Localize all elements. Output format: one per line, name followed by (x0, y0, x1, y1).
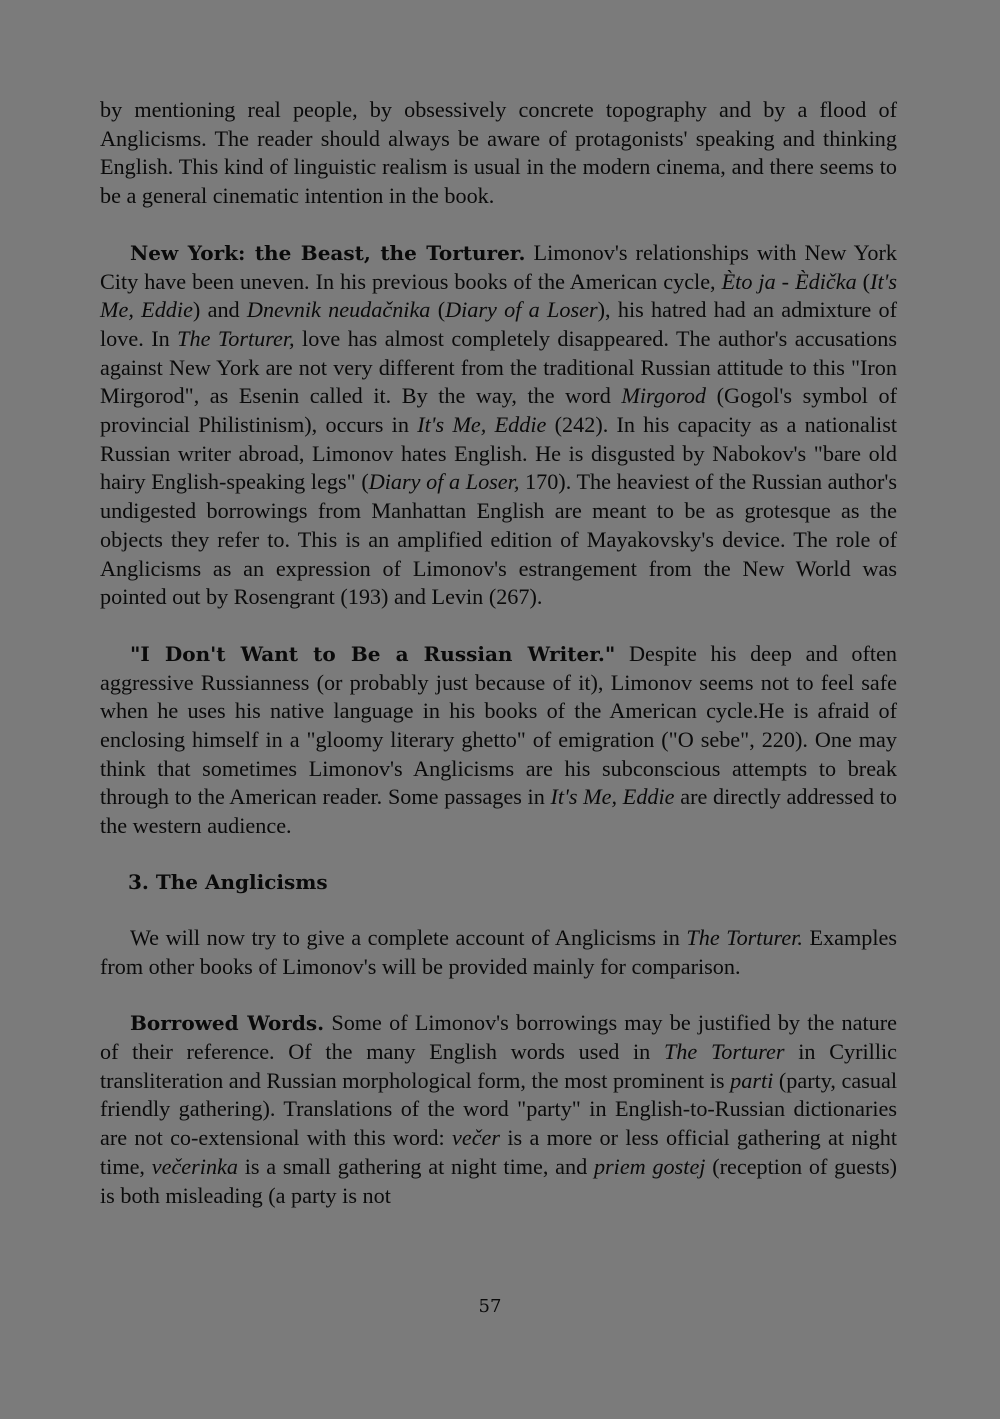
italic-title: Dnevnik neudačnika (246, 297, 431, 323)
italic-title: The Torturer (663, 1038, 785, 1064)
text-run: (reception of guests) is both misleading (a party is not (100, 1153, 898, 1208)
paragraph-continuation (100, 96, 897, 211)
italic-title: It's Me, Eddie (417, 412, 547, 438)
text-run: is a more or less official gathering at night time, (100, 1125, 897, 1179)
paragraph-russian-writer (100, 640, 897, 841)
paragraph-new-york (100, 239, 897, 612)
text-run: are directly addressed to the western audience. (100, 784, 897, 839)
text-run: ) and (192, 297, 247, 323)
text-run: Some of Limonov's borrowings may be justified by the nature of their reference. Of the many English words used in (100, 1010, 897, 1064)
italic-title: Diary of a Loser, (368, 469, 520, 495)
page-number: 57 (478, 1296, 502, 1317)
text-run: ), his hatred had an admixture of love. In (100, 297, 898, 351)
text-run: (242). In his capacity as a nationalist Russian writer abroad, Limonov hates English. He is disgusted by Nabokov's "bare old hairy English-speaking legs" ( (100, 412, 898, 495)
italic-term: Mirgorod (621, 383, 707, 409)
italic-title: The Torturer, (177, 325, 295, 351)
italic-title: The Torturer. (686, 924, 803, 950)
run-in-heading: "I Don't Want to Be a Russian Writer." (130, 641, 616, 666)
text-run: 170). The heaviest of the Russian author's undigested borrowings from Manhattan English are meant to be as grotesque as the objects they refer to. This is an amplified edition of Mayakovsky's device. The role of Anglicisms as an expression of Limonov's estrangement from the New World was pointed out by Rosengrant (193) and Levin (267). (100, 469, 897, 610)
italic-term: večer (452, 1125, 501, 1151)
text-run: Limonov's relationships with New York City have been uneven. In his previous books of the American cycle, (100, 239, 898, 294)
text-run: (Gogol's symbol of provincial Philistinism), occurs in (100, 383, 898, 438)
paragraph-intro (100, 924, 897, 981)
page-body (100, 96, 897, 1210)
text-run: love has almost completely disappeared. The author's accusations against New York are not very different from the traditional Russian attitude to this "Iron Mirgorod", as Esenin called it. By the way, the word (100, 325, 898, 409)
italic-title: It's Me, Eddie (100, 268, 897, 323)
italic-title: Diary of a Loser (445, 297, 598, 323)
run-in-heading: New York: the Beast, the Torturer. (130, 240, 526, 265)
italic-term: večerinka (151, 1153, 238, 1179)
italic-term: priem gostej (593, 1153, 706, 1179)
text-run: ( (856, 268, 871, 294)
paragraph-borrowed-words (100, 1009, 897, 1210)
text-run: ( (430, 297, 446, 323)
italic-title: Èto ja - Èdička (721, 268, 857, 294)
text-run: Despite his deep and often aggressive Russianness (or probably just because of it), Limonov seems not to feel safe when he uses his native language in his books of the American cycle.He is afraid of enclosing himself in a "gloomy literary ghetto" of emigration ("O sebe", 220). One may think that sometimes Limonov's Anglicisms are his subconscious attempts to break through to the American reader. Some passages in (100, 640, 897, 810)
text-run: Examples from other books of Limonov's will be provided mainly for comparison. (100, 924, 898, 979)
run-in-heading: Borrowed Words. (130, 1011, 325, 1036)
text-run: is a small gathering at night time, and (237, 1153, 594, 1179)
text-run: in Cyrillic transliteration and Russian morphological form, the most prominent is (100, 1038, 897, 1093)
section-heading: 3. The Anglicisms (128, 869, 328, 894)
italic-term: parti (730, 1067, 774, 1093)
text-run: (party, casual friendly gathering). Translations of the word "party" in English-to-Russian dictionaries are not co-extensional with this word: (100, 1067, 897, 1151)
italic-title: It's Me, Eddie (550, 784, 675, 810)
text-run: We will now try to give a complete account of Anglicisms in (130, 924, 687, 950)
paragraph-text: by mentioning real people, by obsessively concrete topography and by a flood of Anglicisms. The reader should always be aware of protagonists' speaking and thinking English. This kind of linguistic realism is usual in the modern cinema, and there seems to be a general cinematic intention in the book. (100, 97, 897, 209)
